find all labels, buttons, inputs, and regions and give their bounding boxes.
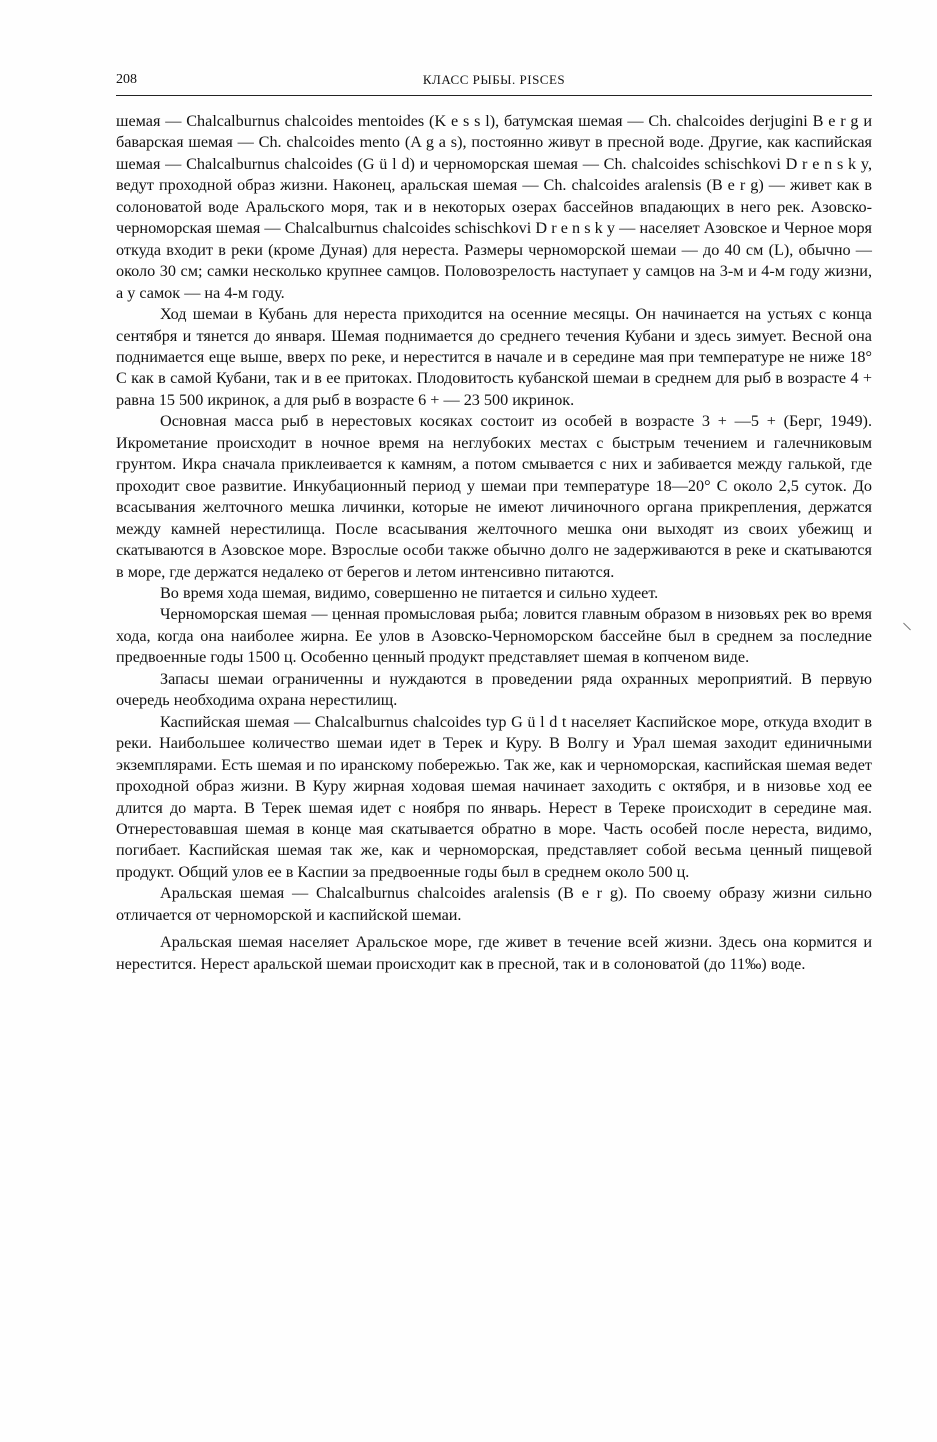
page-header: [116, 72, 872, 94]
paragraph: Аральская шемая — Chalcalburnus chalcoides aralensis (B e r g). По своему образу жизни сильно отличается от черноморской и каспийской шемаи.: [116, 884, 872, 924]
paragraph: Черноморская шемая — ценная промысловая рыба; ловится главным образом в низовьях рек во время хода, когда она наиболее жирна. Ее улов в Азовско-Черноморском бассейне был в среднем за последние предвоенные годы 1500 ц. Особенно ценный продукт представляет шемая в копченом виде.: [116, 605, 872, 667]
paragraph: Запасы шемаи ограниченны и нуждаются в проведении ряда охранных мероприятий. В первую очередь необходима охрана нерестилищ.: [116, 669, 872, 710]
page-body: [116, 111, 872, 975]
paragraph: Ход шемаи в Кубань для нереста приходится на осенние месяцы. Он начинается на устьях с конца сентября и тянется до января. Шемая поднимается до среднего течения Кубани и здесь зимует. Весной она поднимается еще выше, вверх по реке, и нерестится в начале и в середине мая при температуре не ниже 18° С как в самой Кубани, так и в ее притоках. Плодовитость кубанской шемаи в среднем для рыб в возрасте 4 + равна 15 500 икринок, а для рыб в возрасте 6 + — 23 500 икринок.: [116, 305, 872, 409]
paragraph: Аральская шемая населяет Аральское море, где живет в течение всей жизни. Здесь она кормится и нерестится. Нерест аральской шемаи происходит как в пресной, так и в солоноватой (до 11‰) воде.: [116, 933, 872, 973]
running-head: КЛАСС РЫБЫ. PISCES: [422, 72, 566, 87]
paragraph: Во время хода шемая, видимо, совершенно не питается и сильно худеет.: [160, 583, 659, 602]
paragraph-continued: шемая — Chalcalburnus chalcoides mentoides (K e s s l), батумская шемая — Ch. chalcoides derjugini B e r g и баварская шемая — Ch. chalcoides mento (A g a s), постоянно живут в пресной воде. Другие, как каспийская шемая — Chalcalburnus chalcoides (G ü l d) и черноморская шемая — Ch. chalcoides schischkovi D r e n s k y, ведут проходной образ жизни. Наконец, аральская шемая — Ch. chalcoides aralensis (B e r g) — живет как в солоноватой воде Аральского моря, так и в некоторых озерах бассейнов впадающих в него рек. Азовско-черноморская шемая — Chalcalburnus chalcoides schischkovi D r e n s k y — населяет Азовское и Черное моря откуда входит в реки (кроме Дуная) для нереста. Размеры черноморской шемаи — до 40 см (L), обычно — около 30 см; самки несколько крупнее самцов. Половозрелость наступает у самцов на 3-м и 4-м году жизни, а у самок — на 4-м году.: [116, 112, 872, 302]
paragraph: Основная масса рыб в нерестовых косяках состоит из особей в возрасте 3 + —5 + (Берг, 1949). Икрометание происходит в ночное время на неглубоких местах с быстрым течением и галечниковым грунтом. Икра сначала приклеивается к камням, а потом смывается с них и забивается между галькой, где проходит свое развитие. Инкубационный период у шемаи при температуре 18—20° С около 2,5 суток. До всасывания желточного мешка личинки, которые не имеют личиночного органа прикрепления, держатся между камней нерестилища. После всасывания желточного мешка они выходят из своих убежищ и скатываются в Азовское море. Взрослые особи также обычно долго не задерживаются в реке и скатываются в море, где держатся недалеко от берегов и летом интенсивно питаются.: [116, 412, 872, 581]
margin-pencil-mark: [903, 623, 911, 631]
page-number: 208: [116, 72, 137, 87]
header-rule: [116, 95, 872, 96]
paragraph: Каспийская шемая — Chalcalburnus chalcoides typ G ü l d t населяет Каспийское море, откуда входит в реки. Наибольшее количество шемаи идет в Терек и Куру. В Волгу и Урал шемая заходит единичными экземплярами. Есть шемая и по иранскому побережью. Так же, как и черноморская, каспийская шемая ведет проходной образ жизни. В Куру жирная ходовая шемая начинает заходить с октября, и в низовье ход ее длится до марта. В Терек шемая идет с ноября по январь. Нерест в Тереке происходит в середине мая. Отнерестовавшая шемая в конце мая скатывается обратно в море. Часть особей после нереста, видимо, погибает. Каспийская шемая так же, как и черноморская, представляет собой весьма ценный пищевой продукт. Общий улов ее в Каспии за предвоенные годы был в среднем около 500 ц.: [116, 712, 872, 881]
